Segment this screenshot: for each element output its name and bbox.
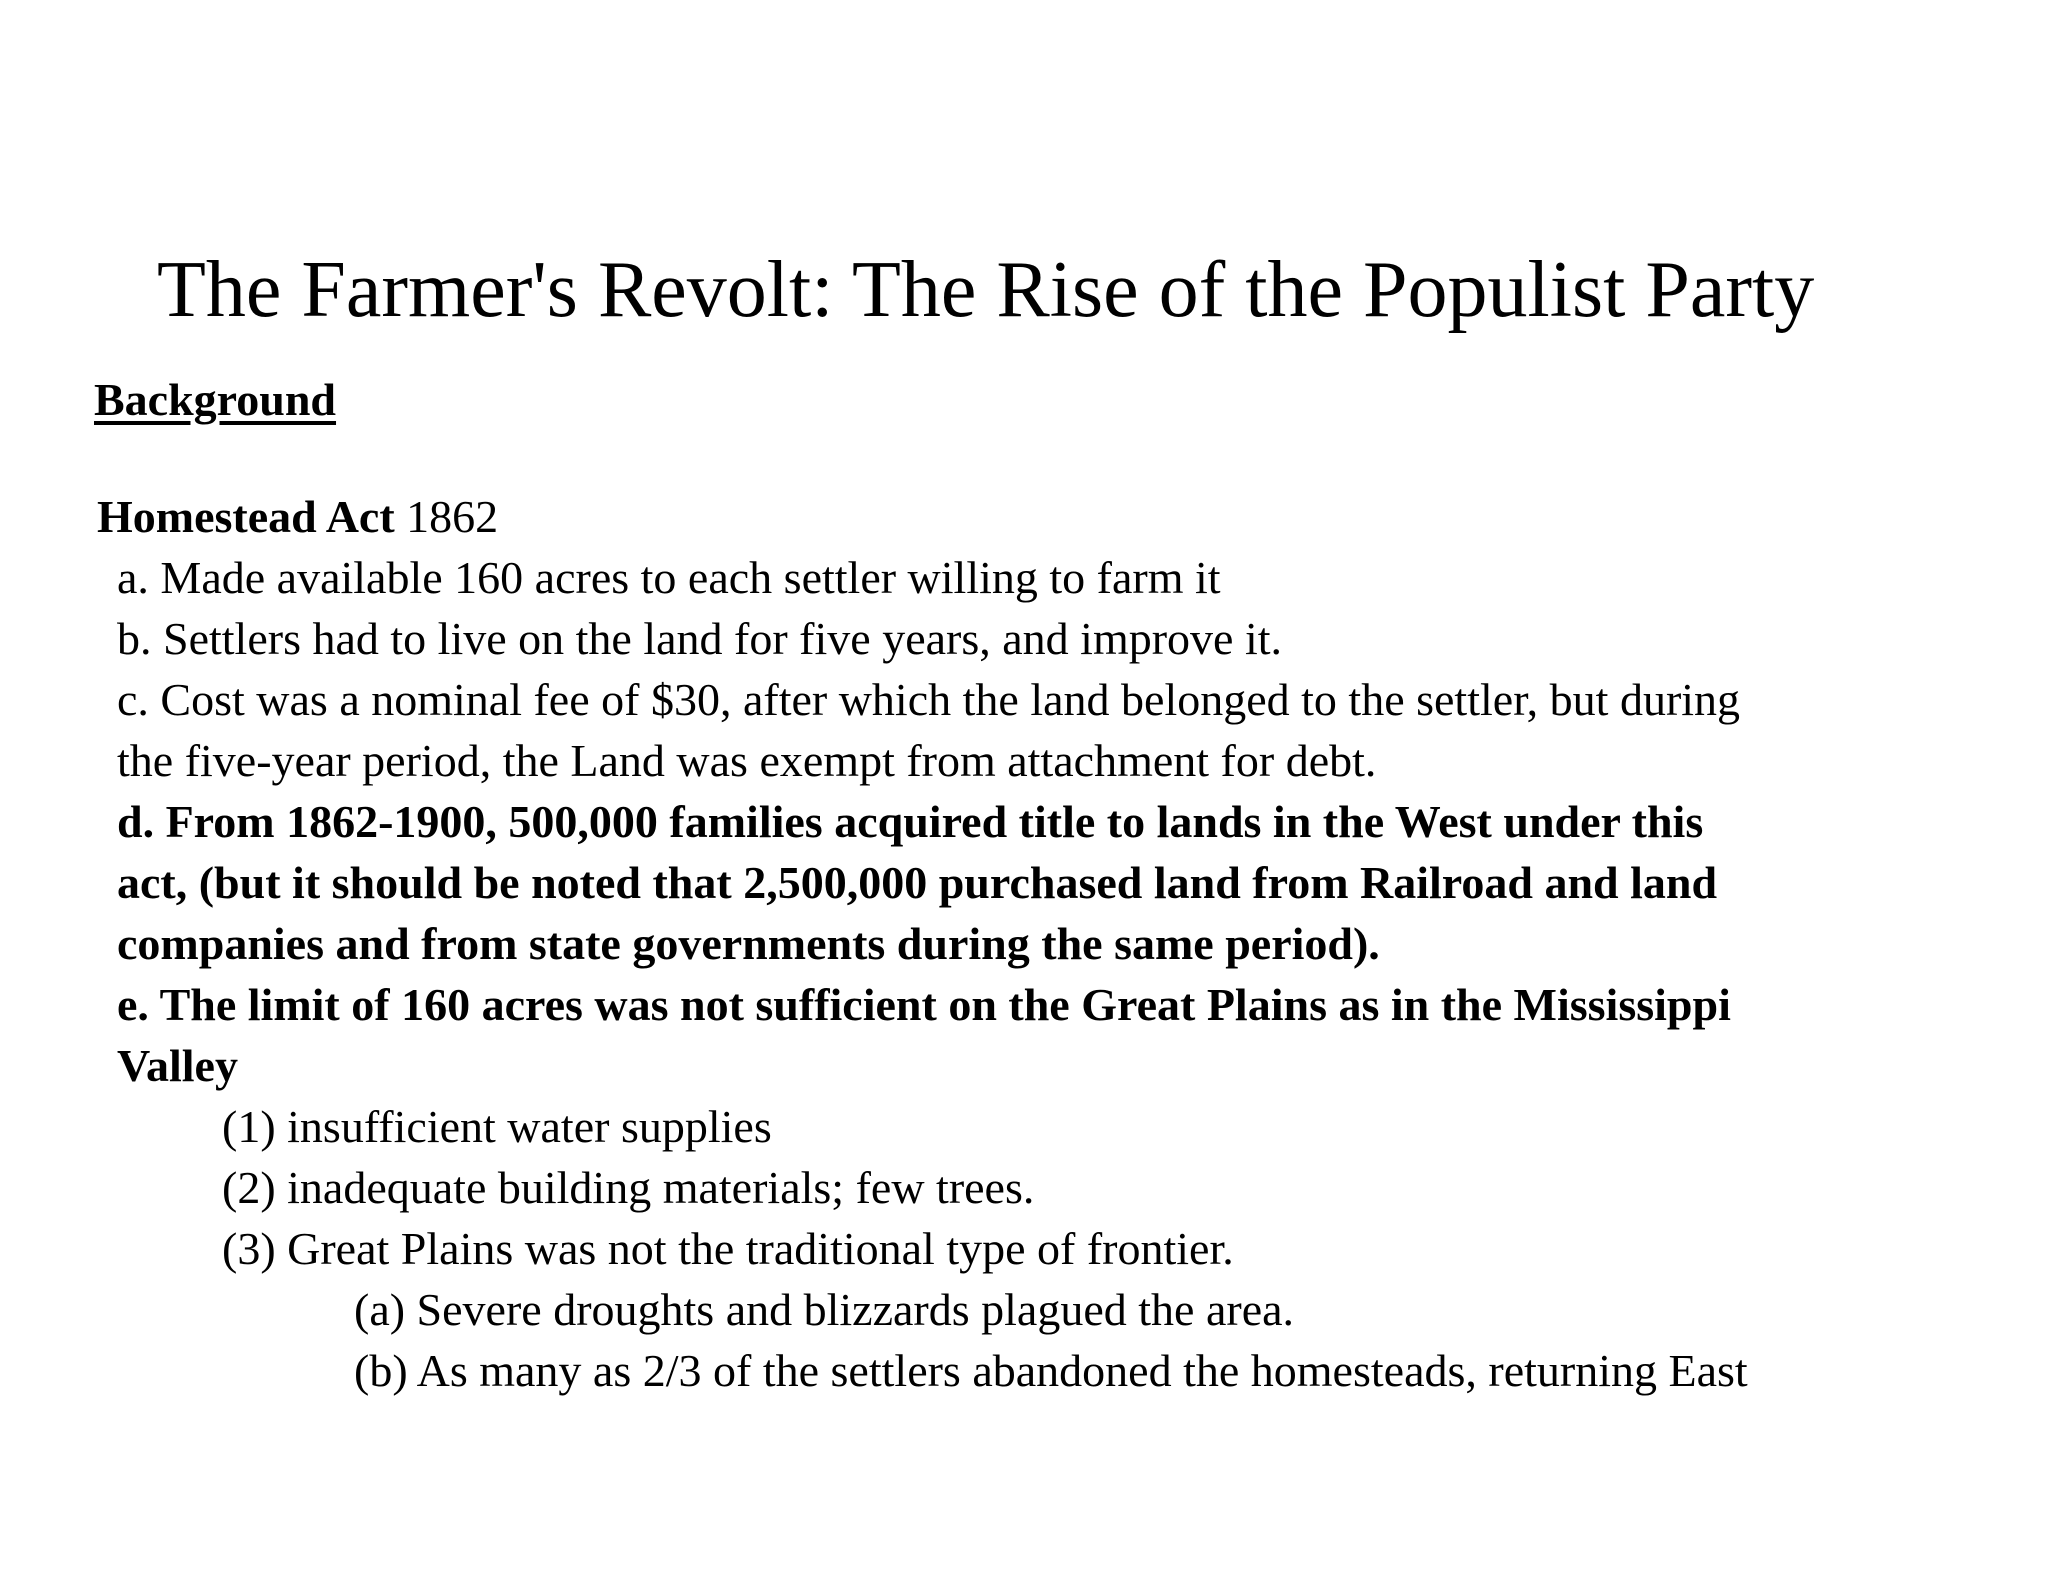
act-name: Homestead Act bbox=[97, 491, 395, 542]
subsubpoint-b: (b) As many as 2/3 of the settlers abandoned the homesteads, returning East bbox=[354, 1345, 1748, 1396]
point-c-line-2: the five-year period, the Land was exempt from attachment for debt. bbox=[117, 735, 1377, 786]
subpoint-1: (1) insufficient water supplies bbox=[222, 1101, 772, 1152]
subsubpoint-a: (a) Severe droughts and blizzards plagued the area. bbox=[354, 1284, 1295, 1335]
subpoint-3: (3) Great Plains was not the traditional type of frontier. bbox=[222, 1223, 1234, 1274]
point-b: b. Settlers had to live on the land for five years, and improve it. bbox=[117, 613, 1283, 664]
section-heading: Background bbox=[94, 374, 337, 425]
point-c-line-1: c. Cost was a nominal fee of $30, after which the land belonged to the settler, but during bbox=[117, 674, 1741, 725]
act-line bbox=[97, 489, 498, 545]
point-d-line-3: companies and from state governments during the same period). bbox=[117, 918, 1380, 969]
point-e-line-2: Valley bbox=[117, 1040, 238, 1091]
subpoint-2: (2) inadequate building materials; few trees. bbox=[222, 1162, 1035, 1213]
point-d-line-2: act, (but it should be noted that 2,500,000 purchased land from Railroad and land bbox=[117, 857, 1718, 908]
slide-title: The Farmer's Revolt: The Rise of the Populist Party bbox=[157, 246, 1815, 334]
point-e-line-1: e. The limit of 160 acres was not sufficient on the Great Plains as in the Mississippi bbox=[117, 979, 1731, 1030]
point-a: a. Made available 160 acres to each settler willing to farm it bbox=[117, 552, 1221, 603]
act-year: 1862 bbox=[406, 491, 499, 542]
point-d-line-1: d. From 1862-1900, 500,000 families acquired title to lands in the West under this bbox=[117, 796, 1704, 847]
